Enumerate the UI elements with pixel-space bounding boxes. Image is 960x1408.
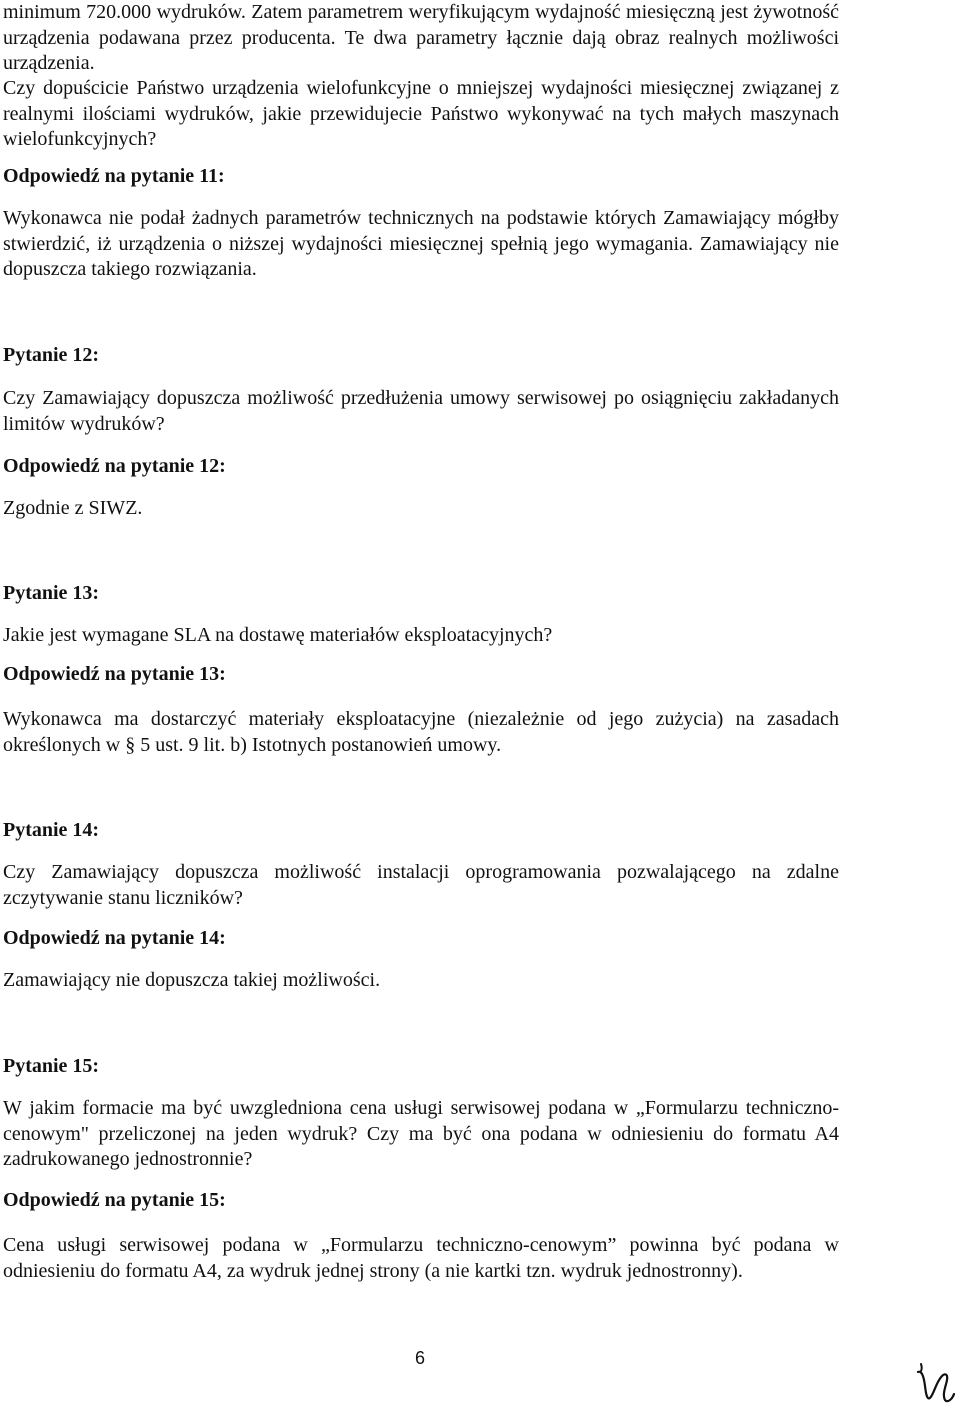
handwritten-initials xyxy=(912,1360,958,1406)
answer-13-text: Wykonawca ma dostarczyć materiały eksploatacyjne (niezależnie od jego zużycia) na zasadach określonych w § 5 ust. 9 lit. b) Istotnych postanowień umowy. xyxy=(3,708,839,756)
answer-12-heading: Odpowiedź na pytanie 12: xyxy=(3,455,226,477)
answer-11-heading: Odpowiedź na pytanie 11: xyxy=(3,165,225,187)
answer-14-heading: Odpowiedź na pytanie 14: xyxy=(3,927,226,949)
question-13-text: Jakie jest wymagane SLA na dostawę materiałów eksploatacyjnych? xyxy=(3,624,553,646)
question-15-heading: Pytanie 15: xyxy=(3,1055,100,1077)
answer-15-text: Cena usługi serwisowej podana w „Formularzu techniczno-cenowym” powinna być podana w odniesieniu do formatu A4, za wydruk jednej strony (a nie kartki tzn. wydruk jednostronny). xyxy=(3,1234,839,1282)
page-number: 6 xyxy=(414,1348,425,1368)
question-13-heading: Pytanie 13: xyxy=(3,582,100,604)
question-12-heading: Pytanie 12: xyxy=(3,344,100,366)
question-14-text: Czy Zamawiający dopuszcza możliwość instalacji oprogramowania pozwalającego na zdalne zczytywanie stanu liczników? xyxy=(3,861,839,909)
question-11-continuation: Czy dopuścicie Państwo urządzenia wielofunkcyjne o mniejszej wydajności miesięcznej związanej z realnymi ilościami wydruków, jakie przewidujecie Państwo wykonywać na tych małych maszynach wielofunkcyjnych? xyxy=(3,77,839,150)
answer-15-heading: Odpowiedź na pytanie 15: xyxy=(3,1189,226,1211)
answer-14-text: Zamawiający nie dopuszcza takiej możliwości. xyxy=(3,969,381,991)
question-15-text: W jakim formacie ma być uwzgledniona cena usługi serwisowej podana w „Formularzu techniczno-cenowym" przeliczonej na jeden wydruk? Czy ma być ona podana w odniesieniu do formatu A4 zadrukowanego jednostronnie? xyxy=(3,1097,839,1170)
answer-12-text: Zgodnie z SIWZ. xyxy=(3,497,143,519)
question-12-text: Czy Zamawiający dopuszcza możliwość przedłużenia umowy serwisowej po osiągnięciu zakładanych limitów wydruków? xyxy=(3,387,839,435)
answer-11-text: Wykonawca nie podał żadnych parametrów technicznych na podstawie których Zamawiający mógłby stwierdzić, iż urządzenia o niższej wydajności miesięcznej spełnią jego wymagania. Zamawiający nie dopuszcza takiego rozwiązania. xyxy=(3,207,839,280)
intro-paragraph: minimum 720.000 wydruków. Zatem parametrem weryfikującym wydajność miesięczną jest żywotność urządzenia podawana przez producenta. Te dwa parametry łącznie dają obraz realnych możliwości urządzenia. xyxy=(3,1,839,74)
answer-13-heading: Odpowiedź na pytanie 13: xyxy=(3,663,226,685)
question-14-heading: Pytanie 14: xyxy=(3,819,100,841)
